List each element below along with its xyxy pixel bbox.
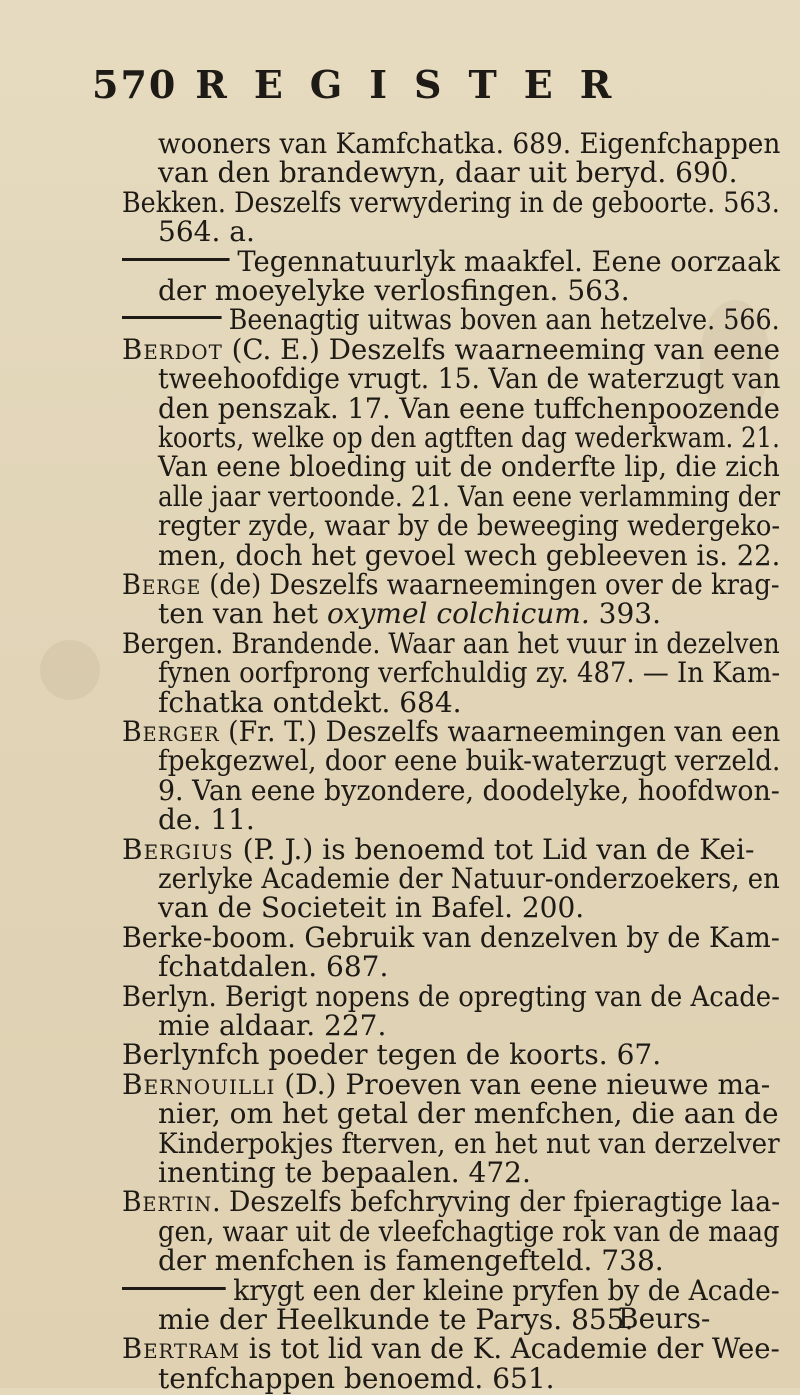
entry-text: mie der Heelkunde te Parys. 855.	[158, 1303, 634, 1336]
register-entry-line	[122, 334, 780, 366]
entry-text: den penszak. 17. Van eene tuffchenpoozende	[158, 391, 780, 425]
entry-text: (P. J.) is benoemd tot Lid van de Kei-	[233, 832, 755, 866]
register-entry-line	[122, 834, 754, 866]
entry-name: Bertin	[122, 1185, 213, 1219]
register-continuation-line	[158, 1245, 664, 1277]
register-continuation-line	[158, 598, 661, 630]
entry-name: Bernouilli	[122, 1067, 276, 1101]
entry-text: ten van het	[158, 597, 327, 631]
entry-text: Berke-boom. Gebruik van denzelven by de Kam-	[122, 920, 780, 954]
register-entry-line	[122, 981, 780, 1013]
entry-text: 393.	[589, 597, 661, 631]
register-continuation-line	[158, 422, 780, 454]
entry-text: inenting te bepaalen. 472.	[158, 1156, 531, 1189]
register-entry-line	[122, 1039, 661, 1071]
entry-text: gen, waar uit de vleefchagtige rok van de maag	[158, 1214, 780, 1248]
entry-text: Bergen. Brandende. Waar aan het vuur in dezelven	[122, 626, 780, 660]
register-continuation-line	[158, 157, 738, 189]
entry-text: men, doch het gevoel wech gebleeven is. 22.	[158, 538, 781, 572]
entry-text: Berlynfch poeder tegen de koorts. 67.	[122, 1038, 662, 1072]
entry-text: Kinderpokjes fterven, en het nut van derzelver	[158, 1126, 780, 1160]
entry-text: Van eene bloeding uit de onderfte lip, die zich	[158, 450, 780, 484]
register-continuation-line	[158, 687, 462, 719]
entry-text: fchatka ontdekt. 684.	[158, 685, 462, 719]
register-continuation-line	[158, 892, 584, 924]
register-entry-line	[122, 304, 780, 336]
page-number: 570	[92, 62, 178, 107]
register-continuation-line	[158, 481, 780, 513]
entry-text: mie aldaar. 227.	[158, 1009, 387, 1042]
entry-text: de. 11.	[158, 803, 255, 837]
catchword: Beurs-	[618, 1302, 711, 1335]
entry-text: . Deszelfs befchryving der fpieragtige laa-	[212, 1185, 781, 1219]
entry-text: is tot lid van de K. Academie der Wee-	[240, 1332, 780, 1366]
register-continuation-line	[158, 657, 780, 689]
entry-name: Berdot	[122, 332, 223, 366]
entry-text: regter zyde, waar by de beweeging wedergeko-	[158, 509, 781, 543]
entry-text: van de Societeit in Bafel. 200.	[158, 891, 585, 925]
entry-text: oxymel colchicum.	[326, 597, 590, 631]
ditto-dash	[122, 1287, 226, 1290]
entry-name: Berge	[122, 568, 202, 601]
entry-text: Berlyn. Berigt nopens de opregting van de Acade-	[122, 979, 780, 1013]
register-continuation-line	[158, 951, 388, 983]
register-continuation-line	[158, 1157, 531, 1189]
register-continuation-line	[158, 1363, 555, 1395]
entry-text: fynen oorfprong verfchuldig zy. 487. — In Kam-	[158, 656, 781, 690]
entry-text: zerlyke Academie der Natuur-onderzoekers, en	[158, 862, 780, 895]
entry-text: fpekgezwel, door eene buik-waterzugt verzeld.	[158, 744, 781, 778]
register-continuation-line	[158, 216, 255, 248]
register-entry-line	[122, 569, 780, 601]
entry-name: Berger	[122, 715, 220, 748]
entry-name: Bergius	[122, 832, 234, 866]
entry-text: krygt een der kleine pryfen by de Acade-	[233, 1273, 780, 1307]
register-entry-line	[122, 716, 780, 748]
entry-text: fchatdalen. 687.	[158, 950, 389, 984]
register-entry-line	[122, 1069, 770, 1101]
register-continuation-line	[158, 804, 255, 836]
register-continuation-line	[158, 1010, 386, 1042]
register-entry-line	[122, 246, 780, 278]
register-continuation-line	[158, 1216, 780, 1248]
register-entry-line	[122, 187, 780, 219]
register-continuation-line	[158, 745, 780, 777]
entry-text: tenfchappen benoemd. 651.	[158, 1361, 555, 1395]
paper-stain	[40, 640, 100, 700]
register-entry-line	[122, 1333, 780, 1365]
register-continuation-line	[158, 510, 780, 542]
register-continuation-line	[158, 863, 780, 895]
register-continuation-line	[158, 1304, 633, 1336]
ditto-dash	[122, 316, 222, 319]
entry-text: 9. Van eene byzondere, doodelyke, hoofdwon-	[158, 773, 780, 807]
register-entry-line	[122, 628, 780, 660]
entry-text: der menfchen is famengefteld. 738.	[158, 1244, 664, 1278]
register-continuation-line	[158, 363, 780, 395]
register-continuation-line	[158, 1128, 780, 1160]
entry-name: Bertram	[122, 1332, 241, 1366]
entry-text: Beenagtig uitwas boven aan hetzelve. 566.	[228, 303, 780, 337]
register-continuation-line	[158, 393, 780, 425]
entry-text: (Fr. T.) Deszelfs waarneemingen van een	[219, 715, 781, 748]
entry-text: wooners van Kamfchatka. 689. Eigenfchappen	[158, 127, 781, 160]
entry-text: koorts, welke op den agtften dag wederkwam. 21.	[158, 421, 780, 454]
register-continuation-line	[158, 275, 630, 307]
register-entry-line	[122, 922, 780, 954]
entry-text: 564. a.	[158, 215, 255, 249]
entry-text: (de) Deszelfs waarneemingen over de krag-	[201, 568, 780, 601]
page-header	[92, 62, 732, 112]
entry-text: nier, om het getal der menfchen, die aan de	[158, 1097, 779, 1131]
register-continuation-line	[158, 1098, 779, 1130]
entry-text: Tegennatuurlyk maakfel. Eene oorzaak	[237, 244, 780, 278]
entry-text: van den brandewyn, daar uit beryd. 690.	[158, 156, 738, 190]
entry-text: alle jaar vertoonde. 21. Van eene verlamming der	[158, 479, 781, 513]
entry-text: tweehoofdige vrugt. 15. Van de waterzugt van	[158, 362, 781, 396]
entry-text: (C. E.) Deszelfs waarneeming van eene	[222, 332, 781, 366]
register-continuation-line	[158, 128, 780, 160]
register-continuation-line	[158, 540, 780, 572]
register-continuation-line	[158, 775, 780, 807]
ditto-dash	[122, 258, 230, 261]
entry-text: (D.) Proeven van eene nieuwe ma-	[275, 1067, 771, 1101]
running-title: REGISTER	[195, 62, 639, 107]
register-entry-line	[122, 1186, 780, 1218]
register-continuation-line	[158, 451, 780, 483]
entry-text: der moeyelyke verlosfingen. 563.	[158, 274, 630, 307]
entry-text: Bekken. Deszelfs verwydering in de geboorte. 563.	[122, 185, 780, 219]
